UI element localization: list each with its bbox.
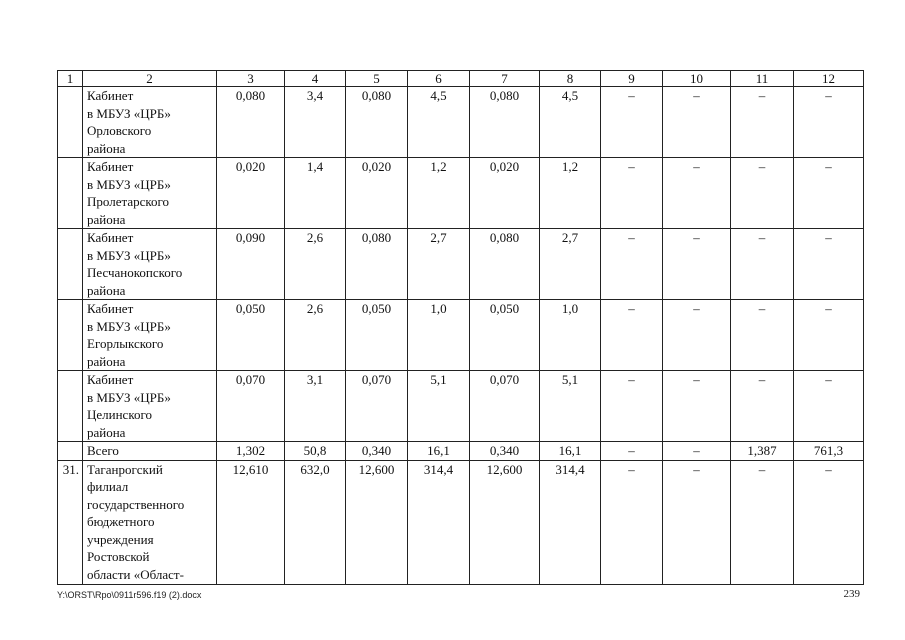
row-name-cell: Всего: [83, 442, 217, 461]
value-cell: –: [731, 460, 794, 584]
column-header: 3: [217, 71, 285, 87]
table-body: [58, 87, 864, 585]
value-cell: –: [794, 87, 864, 158]
value-cell: –: [601, 300, 663, 371]
row-name-cell: Кабинет в МБУЗ «ЦРБ» Пролетарского района: [83, 158, 217, 229]
value-cell: 5,1: [408, 371, 470, 442]
data-table: [57, 70, 864, 585]
row-number-cell: [58, 229, 83, 300]
table-row: [58, 442, 864, 461]
row-name-cell: Кабинет в МБУЗ «ЦРБ» Песчанокопского района: [83, 229, 217, 300]
value-cell: –: [601, 158, 663, 229]
value-cell: –: [731, 229, 794, 300]
footer-page-number: 239: [843, 588, 860, 600]
value-cell: 12,600: [346, 460, 408, 584]
value-cell: –: [731, 300, 794, 371]
row-name-cell: Кабинет в МБУЗ «ЦРБ» Егорлыкского района: [83, 300, 217, 371]
value-cell: 0,080: [346, 87, 408, 158]
table-row: [58, 371, 864, 442]
value-cell: –: [731, 158, 794, 229]
row-number-cell: [58, 300, 83, 371]
value-cell: 0,050: [346, 300, 408, 371]
value-cell: –: [731, 87, 794, 158]
row-number-cell: [58, 158, 83, 229]
value-cell: 0,080: [470, 87, 540, 158]
value-cell: 2,6: [285, 229, 346, 300]
value-cell: –: [794, 229, 864, 300]
value-cell: 761,3: [794, 442, 864, 461]
value-cell: 2,7: [408, 229, 470, 300]
value-cell: 1,0: [408, 300, 470, 371]
value-cell: –: [663, 371, 731, 442]
value-cell: 1,387: [731, 442, 794, 461]
value-cell: 1,4: [285, 158, 346, 229]
value-cell: 50,8: [285, 442, 346, 461]
value-cell: –: [663, 442, 731, 461]
column-header: 5: [346, 71, 408, 87]
table-row: [58, 87, 864, 158]
column-header: 4: [285, 71, 346, 87]
value-cell: 12,610: [217, 460, 285, 584]
value-cell: 0,080: [346, 229, 408, 300]
value-cell: 1,2: [408, 158, 470, 229]
row-number-cell: [58, 87, 83, 158]
value-cell: 0,020: [470, 158, 540, 229]
value-cell: 0,340: [346, 442, 408, 461]
value-cell: –: [601, 87, 663, 158]
value-cell: –: [663, 158, 731, 229]
value-cell: 12,600: [470, 460, 540, 584]
column-header: 2: [83, 71, 217, 87]
value-cell: 0,340: [470, 442, 540, 461]
value-cell: 314,4: [408, 460, 470, 584]
value-cell: –: [663, 87, 731, 158]
value-cell: 0,080: [217, 87, 285, 158]
value-cell: –: [731, 371, 794, 442]
value-cell: 1,2: [540, 158, 601, 229]
table-row: [58, 158, 864, 229]
value-cell: 5,1: [540, 371, 601, 442]
value-cell: 0,020: [217, 158, 285, 229]
table-row: [58, 300, 864, 371]
value-cell: –: [794, 371, 864, 442]
value-cell: 0,050: [470, 300, 540, 371]
value-cell: 3,1: [285, 371, 346, 442]
value-cell: –: [794, 300, 864, 371]
value-cell: 3,4: [285, 87, 346, 158]
row-number-cell: [58, 442, 83, 461]
column-header: 1: [58, 71, 83, 87]
row-name-cell: Кабинет в МБУЗ «ЦРБ» Орловского района: [83, 87, 217, 158]
column-header: 10: [663, 71, 731, 87]
value-cell: 1,302: [217, 442, 285, 461]
column-header: 9: [601, 71, 663, 87]
column-header: 11: [731, 71, 794, 87]
value-cell: 0,050: [217, 300, 285, 371]
value-cell: 0,080: [470, 229, 540, 300]
value-cell: 0,070: [346, 371, 408, 442]
row-number-cell: 31.: [58, 460, 83, 584]
value-cell: –: [663, 300, 731, 371]
row-number-cell: [58, 371, 83, 442]
value-cell: 4,5: [540, 87, 601, 158]
value-cell: –: [601, 442, 663, 461]
column-header: 7: [470, 71, 540, 87]
row-name-cell: Таганрогский филиал государственного бюджетного учреждения Ростовской области «Област-: [83, 460, 217, 584]
header-row: [58, 71, 864, 87]
value-cell: 2,6: [285, 300, 346, 371]
value-cell: –: [601, 229, 663, 300]
value-cell: 1,0: [540, 300, 601, 371]
value-cell: 16,1: [540, 442, 601, 461]
value-cell: –: [663, 229, 731, 300]
row-name-cell: Кабинет в МБУЗ «ЦРБ» Целинского района: [83, 371, 217, 442]
value-cell: –: [794, 460, 864, 584]
value-cell: 632,0: [285, 460, 346, 584]
table-row: [58, 229, 864, 300]
value-cell: 0,070: [217, 371, 285, 442]
value-cell: 0,090: [217, 229, 285, 300]
value-cell: 4,5: [408, 87, 470, 158]
value-cell: 314,4: [540, 460, 601, 584]
footer-file-path: Y:\ORST\Rpo\0911r596.f19 (2).docx: [57, 590, 202, 600]
value-cell: –: [794, 158, 864, 229]
column-header: 8: [540, 71, 601, 87]
column-header: 12: [794, 71, 864, 87]
table-row: [58, 460, 864, 584]
value-cell: –: [663, 460, 731, 584]
value-cell: 16,1: [408, 442, 470, 461]
value-cell: 0,020: [346, 158, 408, 229]
value-cell: –: [601, 460, 663, 584]
column-header: 6: [408, 71, 470, 87]
value-cell: –: [601, 371, 663, 442]
value-cell: 2,7: [540, 229, 601, 300]
value-cell: 0,070: [470, 371, 540, 442]
